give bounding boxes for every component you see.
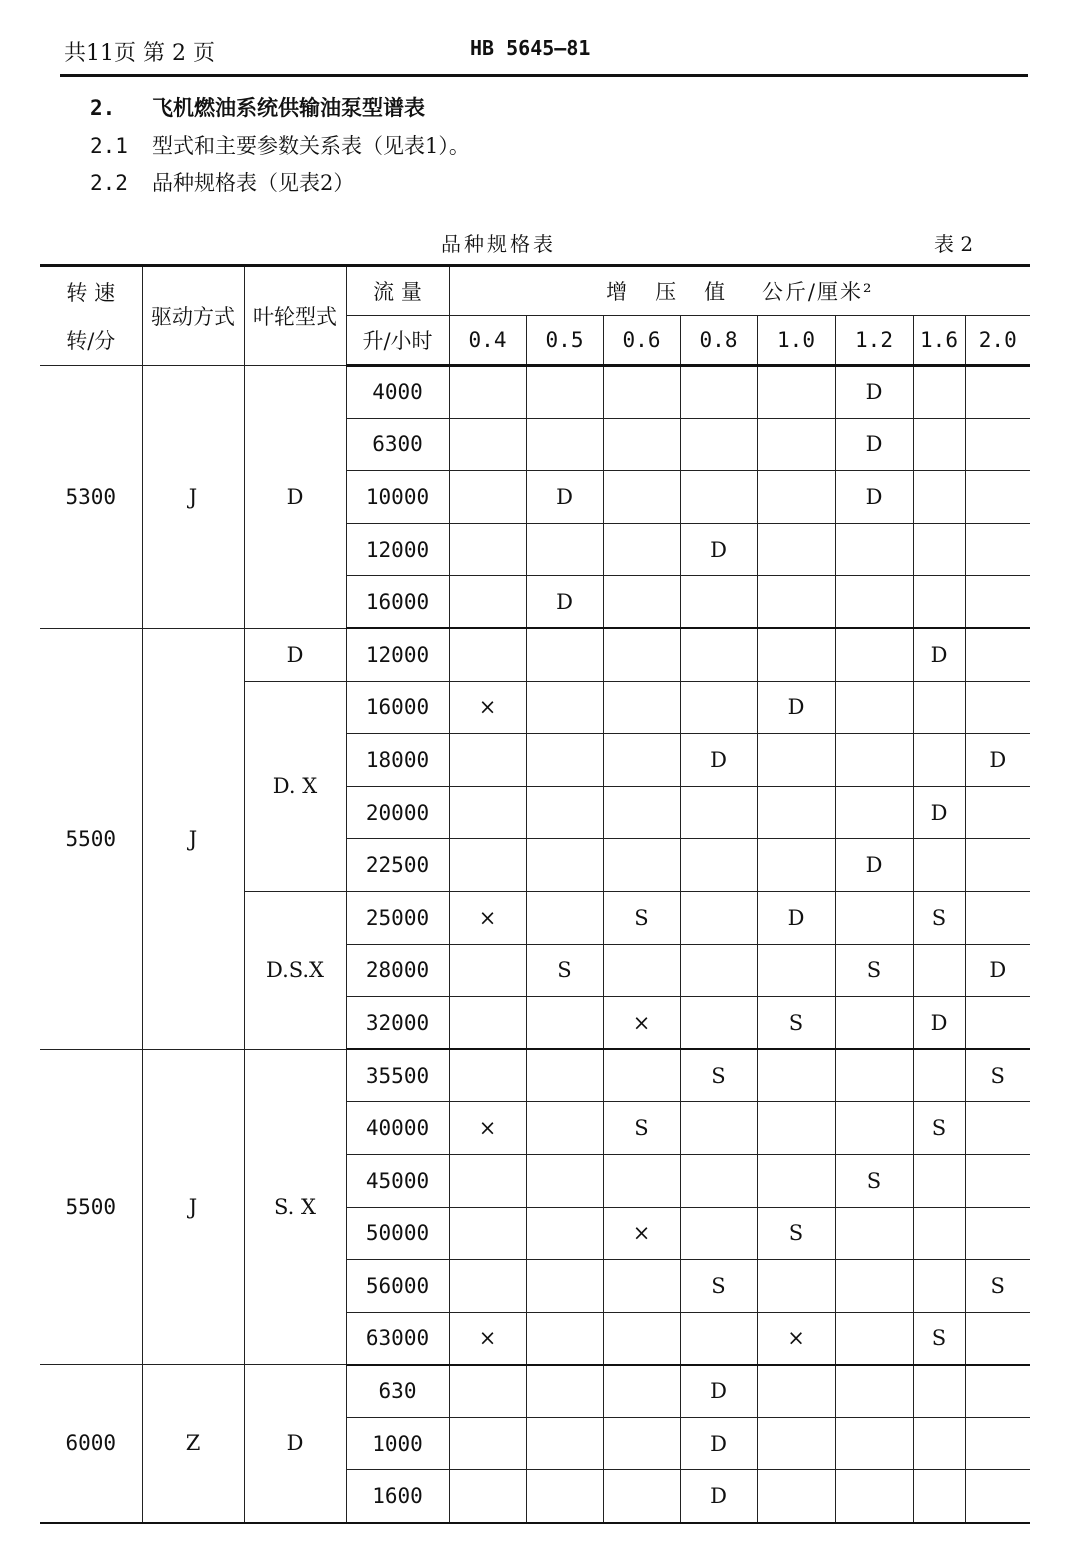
rpm-cell: 5300	[40, 366, 142, 629]
pressure-cell: S	[913, 1312, 965, 1365]
flow-header-title: 流 量	[346, 266, 449, 316]
pressure-cell	[680, 839, 757, 892]
drive-cell: J	[142, 628, 244, 1049]
pressure-cell	[835, 786, 913, 839]
pressure-cell	[680, 1102, 757, 1155]
pressure-cell: D	[680, 523, 757, 576]
pressure-cell: D	[835, 839, 913, 892]
flow-cell: 45000	[346, 1154, 449, 1207]
pressure-cell	[526, 366, 603, 419]
pressure-cell	[965, 523, 1030, 576]
flow-cell: 12000	[346, 628, 449, 681]
pressure-cell: D	[680, 1417, 757, 1470]
pressure-cell: S	[965, 1049, 1030, 1102]
header-rule	[60, 74, 1028, 77]
pressure-cell: D	[835, 471, 913, 524]
pressure-cell	[603, 523, 680, 576]
pressure-cell	[965, 681, 1030, 734]
pressure-cell	[913, 1470, 965, 1523]
flow-cell: 18000	[346, 734, 449, 787]
pressure-cell	[603, 366, 680, 419]
pressure-cell	[913, 734, 965, 787]
pressure-cell	[526, 1207, 603, 1260]
pressure-cell: S	[757, 997, 835, 1050]
section-title	[90, 92, 425, 122]
rpm-cell: 5500	[40, 1049, 142, 1365]
pressure-cell	[965, 1417, 1030, 1470]
pressure-cell	[913, 839, 965, 892]
pressure-cell: S	[526, 944, 603, 997]
pressure-cell	[965, 1207, 1030, 1260]
table-caption: 品种规格表	[441, 232, 556, 256]
pressure-cell	[913, 523, 965, 576]
table-number: 表 2	[934, 232, 974, 256]
pressure-cell: S	[965, 1260, 1030, 1313]
flow-cell: 16000	[346, 681, 449, 734]
pressure-col-header: 0.4	[449, 316, 526, 366]
pressure-cell	[526, 523, 603, 576]
pressure-cell	[757, 1365, 835, 1418]
pressure-cell	[449, 997, 526, 1050]
rpm-cell: 5500	[40, 628, 142, 1049]
pressure-cell	[526, 1312, 603, 1365]
pressure-cell	[965, 366, 1030, 419]
pressure-cell	[835, 891, 913, 944]
pressure-cell	[449, 1207, 526, 1260]
pressure-cell: ×	[757, 1312, 835, 1365]
pressure-cell	[965, 418, 1030, 471]
pressure-cell	[965, 1154, 1030, 1207]
pressure-cell	[603, 839, 680, 892]
pressure-cell: S	[757, 1207, 835, 1260]
flow-header-unit: 升/小时	[346, 316, 449, 366]
pressure-cell: D	[913, 628, 965, 681]
pressure-cell: S	[835, 944, 913, 997]
pressure-cell: S	[913, 891, 965, 944]
pressure-cell	[449, 1154, 526, 1207]
flow-cell: 40000	[346, 1102, 449, 1155]
pressure-cell	[913, 1417, 965, 1470]
impeller-cell: D	[244, 1365, 346, 1523]
pressure-cell	[757, 1260, 835, 1313]
flow-cell: 1600	[346, 1470, 449, 1523]
pressure-cell	[965, 1470, 1030, 1523]
pressure-cell	[449, 786, 526, 839]
pressure-cell: S	[603, 1102, 680, 1155]
pressure-cell	[757, 576, 835, 629]
pressure-cell	[965, 839, 1030, 892]
flow-cell: 25000	[346, 891, 449, 944]
pressure-cell: ×	[449, 891, 526, 944]
pressure-cell	[526, 418, 603, 471]
drive-cell: J	[142, 366, 244, 629]
pressure-cell	[603, 418, 680, 471]
section-title-number: 2.	[90, 96, 116, 120]
pressure-cell	[835, 997, 913, 1050]
table-row	[40, 366, 1030, 419]
flow-cell: 1000	[346, 1417, 449, 1470]
pressure-cell	[913, 681, 965, 734]
pressure-cell: ×	[603, 997, 680, 1050]
pressure-cell	[757, 523, 835, 576]
pressure-cell	[603, 734, 680, 787]
pressure-cell	[449, 1417, 526, 1470]
impeller-cell: D	[244, 628, 346, 681]
pressure-header: 增 压 值 公斤/厘米²	[449, 266, 1030, 316]
impeller-header: 叶轮型式	[244, 266, 346, 366]
pressure-cell	[835, 681, 913, 734]
pressure-cell	[680, 366, 757, 419]
pressure-cell: ×	[449, 1312, 526, 1365]
pressure-cell	[680, 997, 757, 1050]
pressure-cell: D	[913, 786, 965, 839]
flow-cell: 12000	[346, 523, 449, 576]
pressure-cell	[965, 628, 1030, 681]
flow-cell: 20000	[346, 786, 449, 839]
flow-cell: 16000	[346, 576, 449, 629]
pressure-cell	[526, 734, 603, 787]
pressure-cell	[603, 628, 680, 681]
pressure-cell	[603, 681, 680, 734]
pressure-cell: D	[680, 1470, 757, 1523]
pressure-cell	[965, 471, 1030, 524]
pressure-cell	[757, 1417, 835, 1470]
drive-header: 驱动方式	[142, 266, 244, 366]
flow-cell: 4000	[346, 366, 449, 419]
pressure-cell: D	[526, 471, 603, 524]
pressure-cell	[835, 1207, 913, 1260]
pressure-cell	[526, 839, 603, 892]
pressure-cell	[449, 839, 526, 892]
pressure-cell: D	[965, 734, 1030, 787]
speed-header	[40, 266, 142, 366]
section-title-text: 飞机燃油系统供输油泵型谱表	[152, 96, 425, 120]
pressure-cell	[526, 1102, 603, 1155]
pressure-cell	[835, 1102, 913, 1155]
pressure-cell: S	[680, 1049, 757, 1102]
pressure-col-header: 0.8	[680, 316, 757, 366]
pressure-cell	[965, 1365, 1030, 1418]
pressure-cell	[603, 1049, 680, 1102]
pressure-cell	[449, 1470, 526, 1523]
pressure-cell: ×	[449, 681, 526, 734]
pressure-cell	[757, 1470, 835, 1523]
pressure-cell	[449, 628, 526, 681]
section-item-2	[90, 167, 354, 197]
pressure-cell	[449, 734, 526, 787]
flow-cell: 32000	[346, 997, 449, 1050]
flow-cell: 56000	[346, 1260, 449, 1313]
pressure-cell	[757, 786, 835, 839]
pressure-cell	[449, 1049, 526, 1102]
impeller-cell: D	[244, 366, 346, 629]
impeller-cell: S. X	[244, 1049, 346, 1365]
pressure-cell	[835, 1417, 913, 1470]
pressure-cell	[757, 418, 835, 471]
pressure-cell	[835, 576, 913, 629]
pressure-cell	[526, 1417, 603, 1470]
rpm-cell: 6000	[40, 1365, 142, 1523]
pressure-cell	[913, 1260, 965, 1313]
pressure-col-header: 1.2	[835, 316, 913, 366]
speed-header-unit: 转/分	[66, 329, 116, 353]
pressure-cell	[680, 628, 757, 681]
pressure-cell	[449, 1260, 526, 1313]
pressure-cell	[603, 1365, 680, 1418]
pressure-cell: S	[913, 1102, 965, 1155]
pressure-cell	[680, 891, 757, 944]
pressure-cell	[603, 1154, 680, 1207]
section-item-2-number: 2.2	[90, 171, 128, 195]
pressure-cell: D	[680, 1365, 757, 1418]
drive-cell: Z	[142, 1365, 244, 1523]
pressure-cell: ×	[449, 1102, 526, 1155]
page-count: 共11页 第 2 页	[64, 41, 215, 66]
pressure-cell	[757, 944, 835, 997]
pressure-cell	[680, 1154, 757, 1207]
pressure-cell	[526, 1049, 603, 1102]
pressure-cell	[913, 1207, 965, 1260]
pressure-cell	[835, 1470, 913, 1523]
pressure-cell	[757, 1049, 835, 1102]
pressure-cell	[603, 471, 680, 524]
pressure-cell	[835, 628, 913, 681]
pressure-cell	[680, 786, 757, 839]
pressure-cell	[603, 1312, 680, 1365]
pressure-cell: S	[680, 1260, 757, 1313]
flow-cell: 35500	[346, 1049, 449, 1102]
pressure-cell	[757, 628, 835, 681]
pressure-cell: D	[835, 366, 913, 419]
pressure-cell	[965, 997, 1030, 1050]
pressure-cell: D	[526, 576, 603, 629]
pressure-cell	[835, 1049, 913, 1102]
pressure-cell	[835, 523, 913, 576]
pressure-col-header: 1.6	[913, 316, 965, 366]
table-row	[40, 1365, 1030, 1418]
pressure-col-header: 0.6	[603, 316, 680, 366]
pressure-cell: D	[757, 681, 835, 734]
pressure-cell	[680, 418, 757, 471]
pressure-cell	[526, 1365, 603, 1418]
pressure-cell	[680, 944, 757, 997]
pressure-cell	[449, 523, 526, 576]
pressure-cell: D	[835, 418, 913, 471]
pressure-cell	[526, 1470, 603, 1523]
pressure-cell	[965, 1102, 1030, 1155]
standard-number: HB 5645—81	[470, 36, 591, 60]
pressure-cell	[835, 1365, 913, 1418]
table-header-row-1	[40, 266, 1030, 316]
pressure-cell	[603, 1260, 680, 1313]
pressure-cell	[913, 944, 965, 997]
pressure-cell	[757, 1154, 835, 1207]
pressure-cell	[603, 786, 680, 839]
flow-cell: 10000	[346, 471, 449, 524]
pressure-cell: D	[757, 891, 835, 944]
table-row	[40, 1049, 1030, 1102]
pressure-cell	[603, 1470, 680, 1523]
pressure-cell	[603, 1417, 680, 1470]
pressure-cell	[680, 1312, 757, 1365]
pressure-cell	[757, 839, 835, 892]
pressure-cell	[965, 1312, 1030, 1365]
pressure-cell	[449, 576, 526, 629]
section-item-1	[90, 130, 470, 160]
pressure-cell: S	[835, 1154, 913, 1207]
flow-cell: 22500	[346, 839, 449, 892]
section-item-2-text: 品种规格表（见表2）	[152, 171, 355, 195]
flow-cell: 28000	[346, 944, 449, 997]
pressure-cell	[526, 891, 603, 944]
flow-cell: 6300	[346, 418, 449, 471]
table-row	[40, 628, 1030, 681]
pressure-col-header: 0.5	[526, 316, 603, 366]
pressure-cell	[913, 1049, 965, 1102]
pressure-cell	[526, 997, 603, 1050]
section-item-1-number: 2.1	[90, 134, 128, 158]
pressure-cell	[526, 628, 603, 681]
pressure-cell	[449, 1365, 526, 1418]
pressure-cell	[680, 471, 757, 524]
pressure-cell	[680, 1207, 757, 1260]
flow-cell: 50000	[346, 1207, 449, 1260]
section-item-1-text: 型式和主要参数关系表（见表1）。	[152, 134, 470, 158]
pressure-cell	[965, 576, 1030, 629]
pressure-cell	[913, 471, 965, 524]
pressure-cell	[757, 366, 835, 419]
pressure-cell	[603, 576, 680, 629]
pressure-cell	[757, 734, 835, 787]
flow-cell: 63000	[346, 1312, 449, 1365]
pressure-col-header: 2.0	[965, 316, 1030, 366]
pressure-cell	[449, 418, 526, 471]
pressure-cell	[526, 1260, 603, 1313]
pressure-cell	[449, 366, 526, 419]
pressure-cell	[965, 786, 1030, 839]
pressure-cell	[835, 1312, 913, 1365]
pressure-cell	[913, 418, 965, 471]
pressure-cell: S	[603, 891, 680, 944]
pressure-cell	[449, 944, 526, 997]
pressure-cell: D	[965, 944, 1030, 997]
pressure-cell	[449, 471, 526, 524]
pressure-cell	[913, 576, 965, 629]
spec-table	[40, 264, 1030, 1524]
pressure-cell	[526, 681, 603, 734]
pressure-cell: D	[680, 734, 757, 787]
pressure-cell	[526, 786, 603, 839]
flow-cell: 630	[346, 1365, 449, 1418]
pressure-cell	[835, 734, 913, 787]
pressure-cell	[680, 681, 757, 734]
pressure-cell	[603, 944, 680, 997]
pressure-cell	[680, 576, 757, 629]
speed-header-title: 转 速	[66, 281, 116, 305]
pressure-cell	[757, 1102, 835, 1155]
drive-cell: J	[142, 1049, 244, 1365]
pressure-cell	[757, 471, 835, 524]
pressure-cell	[913, 1154, 965, 1207]
pressure-cell	[835, 1260, 913, 1313]
impeller-cell: D. X	[244, 681, 346, 891]
pressure-cell: D	[913, 997, 965, 1050]
pressure-col-header: 1.0	[757, 316, 835, 366]
pressure-cell	[913, 366, 965, 419]
pressure-cell	[526, 1154, 603, 1207]
pressure-cell	[965, 891, 1030, 944]
impeller-cell: D.S.X	[244, 891, 346, 1049]
pressure-cell: ×	[603, 1207, 680, 1260]
pressure-cell	[913, 1365, 965, 1418]
